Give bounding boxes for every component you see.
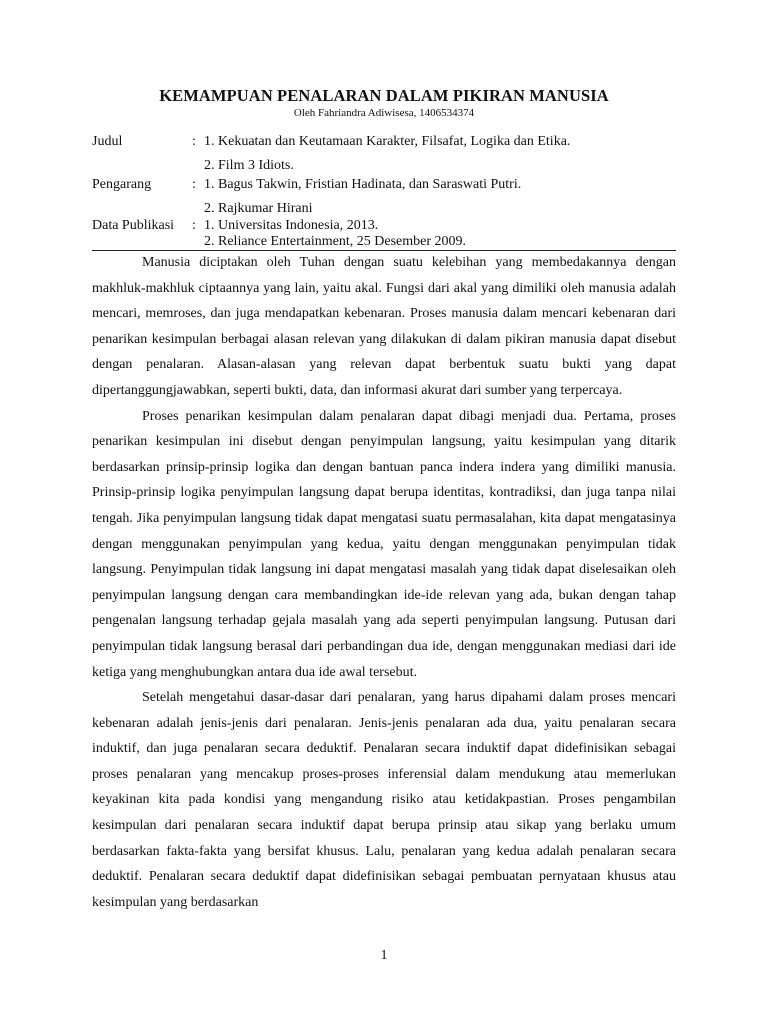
body-paragraph-3: Setelah mengetahui dasar-dasar dari penalaran, yang harus dipahami dalam proses mencari kebenaran adalah jenis-jenis dari penalaran. Jenis-jenis penalaran ada dua, yaitu penalaran secara induktif, dan juga penalaran secara deduktif. Penalaran secara induktif dapat didefinisikan sebagai proses penalaran yang mencakup proses-proses inferensial dalam mendukung atau memerlukan keyakinan kita pada kondisi yang mengandung risiko atau ketidakpastian. Proses pengambilan kesimpulan dari penalaran secara induktif dapat berupa prinsip atau sikap yang berlaku umum berdasarkan fakta-fakta yang bersifat khusus. Lalu, penalaran yang kedua adalah penalaran secara deduktif. Penalaran secara deduktif dapat didefinisikan sebagai pembuatan pernyataan khusus atau kesimpulan yang berdasarkan — [92, 690, 676, 910]
meta-label: Data Publikasi — [92, 218, 175, 233]
author-line: Oleh Fahriandra Adiwisesa, 1406534374 — [293, 107, 475, 119]
body-paragraph-2: Proses penarikan kesimpulan dalam penalaran dapat dibagi menjadi dua. Pertama, proses penarikan kesimpulan ini disebut dengan penyimpulan langsung, yaitu kesimpulan yang ditarik berdasarkan prinsip-prinsip logika dan dengan bantuan panca indera indera yang dimiliki manusia. Prinsip-prinsip logika penyimpulan langsung dapat berupa identitas, kontradiksi, dan juga tanpa nilai tengah. Jika penyimpulan langsung tidak dapat mengatasi suatu permasalahan, kita dapat mengatasinya dengan menggunakan penyimpulan yang kedua, yaitu dengan menggunakan penyimpulan tidak langsung. Penyimpulan tidak langsung ini dapat mengatasi masalah yang tidak dapat diselesaikan oleh penyimpulan langsung dengan cara membandingkan ide-ide relevan yang ada, bukan dengan tahap pengenalan langsung terhadap gejala masalah yang ada seperti penyimpulan langsung. Putusan dari penyimpulan tidak langsung berasal dari perbandingan dua ide, dengan menggunakan mediasi dari ide ketiga yang menghubungkan antara dua ide awal tersebut. — [92, 408, 676, 680]
meta-value: 2. Reliance Entertainment, 25 Desember 2009. — [204, 234, 467, 249]
page-number: 1 — [380, 948, 388, 963]
body-text — [92, 250, 676, 915]
meta-colon: : — [192, 134, 196, 149]
meta-value: 1. Bagus Takwin, Fristian Hadinata, dan Saraswati Putri. — [204, 177, 522, 192]
meta-colon: : — [192, 218, 196, 233]
meta-label: Judul — [92, 134, 123, 149]
meta-label: Pengarang — [92, 177, 152, 192]
meta-colon: : — [192, 177, 196, 192]
page-title: KEMAMPUAN PENALARAN DALAM PIKIRAN MANUSIA — [159, 86, 609, 105]
meta-value: 1. Universitas Indonesia, 2013. — [204, 218, 379, 233]
meta-value: 1. Kekuatan dan Keutamaan Karakter, Filsafat, Logika dan Etika. — [204, 134, 571, 149]
body-paragraph-1: Manusia diciptakan oleh Tuhan dengan suatu kelebihan yang membedakannya dengan makhluk-makhluk ciptaannya yang lain, yaitu akal. Fungsi dari akal yang dimiliki oleh manusia adalah mencari, memroses, dan juga mendapatkan kebenaran. Proses manusia dalam mencari kebenaran dari penarikan kesimpulan berbagai alasan relevan yang dilakukan di dalam pikiran manusia dapat disebut dengan penalaran. Alasan-alasan yang relevan dapat berbentuk suatu bukti yang dapat dipertanggungjawabkan, seperti bukti, data, dan informasi akurat dari sumber yang terpercaya. — [92, 255, 676, 398]
meta-value: 2. Rajkumar Hirani — [204, 201, 313, 216]
meta-value: 2. Film 3 Idiots. — [204, 158, 294, 173]
